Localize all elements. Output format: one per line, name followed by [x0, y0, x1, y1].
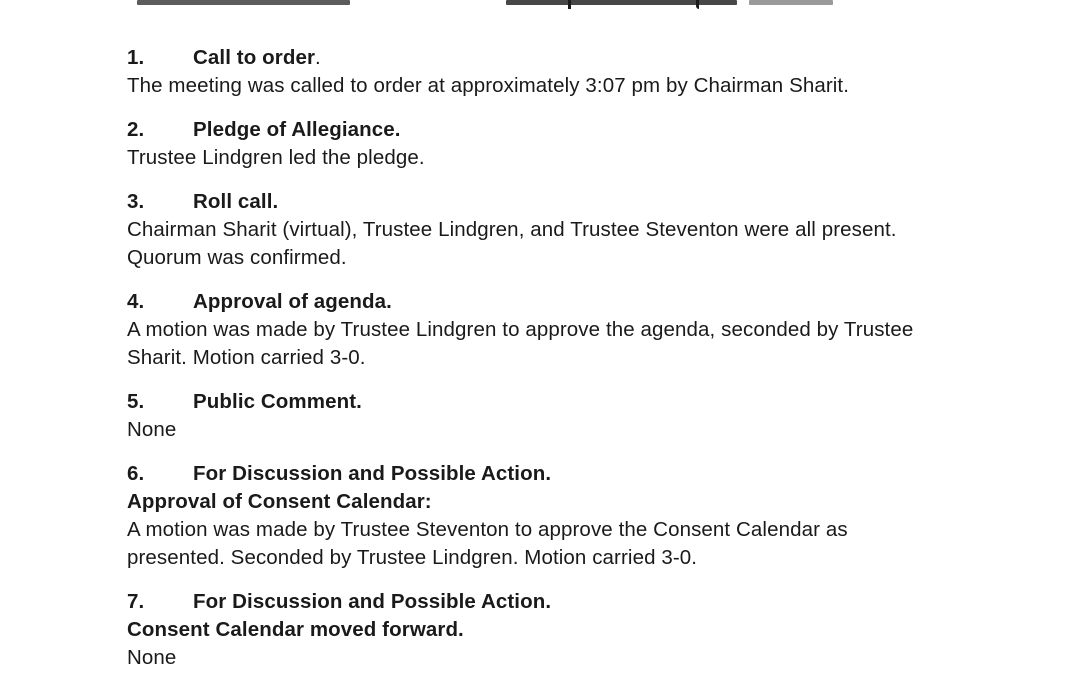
agenda-item-number: 3.: [127, 190, 145, 213]
agenda-item-1: [127, 44, 957, 100]
agenda-item-title: Roll call.: [193, 190, 279, 213]
agenda-item-number: 4.: [127, 290, 145, 313]
agenda-item-title-suffix: .: [315, 46, 321, 69]
agenda-item-number: 5.: [127, 390, 145, 413]
agenda-item-text-line: Sharit. Motion carried 3-0.: [127, 346, 366, 369]
agenda-item-4: [127, 288, 957, 372]
agenda-item-text-line: The meeting was called to order at approximately 3:07 pm by Chairman Sharit.: [127, 74, 850, 97]
agenda-item-7: [127, 588, 957, 672]
agenda-item-text-line: None: [127, 418, 177, 441]
clipped-text-strip: [506, 0, 737, 5]
agenda-item-title: Approval of agenda.: [193, 290, 392, 313]
minutes-body: [127, 44, 957, 675]
agenda-item-text-line: Quorum was confirmed.: [127, 246, 347, 269]
agenda-item-5: [127, 388, 957, 444]
agenda-item-text-line: None: [127, 646, 177, 669]
clipped-text-strip: [137, 0, 350, 5]
agenda-item-6: [127, 460, 957, 572]
clipped-text-descender: [568, 0, 571, 9]
agenda-item-title: For Discussion and Possible Action.: [193, 590, 552, 613]
agenda-item-heading: [127, 460, 957, 488]
clipped-text-strip: [749, 0, 833, 5]
agenda-item-text-line: A motion was made by Trustee Lindgren to approve the agenda, seconded by Trustee: [127, 318, 914, 341]
agenda-item-title: Call to order: [193, 46, 316, 69]
agenda-item-heading: [127, 588, 957, 616]
agenda-item-heading: [127, 288, 957, 316]
agenda-item-text-line: Chairman Sharit (virtual), Trustee Lindgren, and Trustee Steventon were all present.: [127, 218, 897, 241]
agenda-item-heading: [127, 116, 957, 144]
agenda-item-number: 7.: [127, 590, 145, 613]
agenda-item-heading: [127, 44, 957, 72]
agenda-item-heading: [127, 188, 957, 216]
agenda-item-number: 1.: [127, 46, 145, 69]
agenda-item-heading: [127, 388, 957, 416]
agenda-item-text-line: presented. Seconded by Trustee Lindgren. Motion carried 3-0.: [127, 546, 698, 569]
clipped-text-descender: [696, 0, 699, 9]
agenda-item-subtitle: Approval of Consent Calendar:: [127, 490, 432, 513]
agenda-item-3: [127, 188, 957, 272]
agenda-item-subtitle: Consent Calendar moved forward.: [127, 618, 464, 641]
agenda-item-2: [127, 116, 957, 172]
agenda-item-text-line: Trustee Lindgren led the pledge.: [127, 146, 425, 169]
agenda-item-text-line: A motion was made by Trustee Steventon to approve the Consent Calendar as: [127, 518, 848, 541]
agenda-item-number: 2.: [127, 118, 145, 141]
agenda-item-title: For Discussion and Possible Action.: [193, 462, 552, 485]
clipped-top-text-line: [0, 0, 1080, 10]
agenda-item-title: Public Comment.: [193, 390, 362, 413]
agenda-item-number: 6.: [127, 462, 145, 485]
agenda-item-title: Pledge of Allegiance.: [193, 118, 401, 141]
